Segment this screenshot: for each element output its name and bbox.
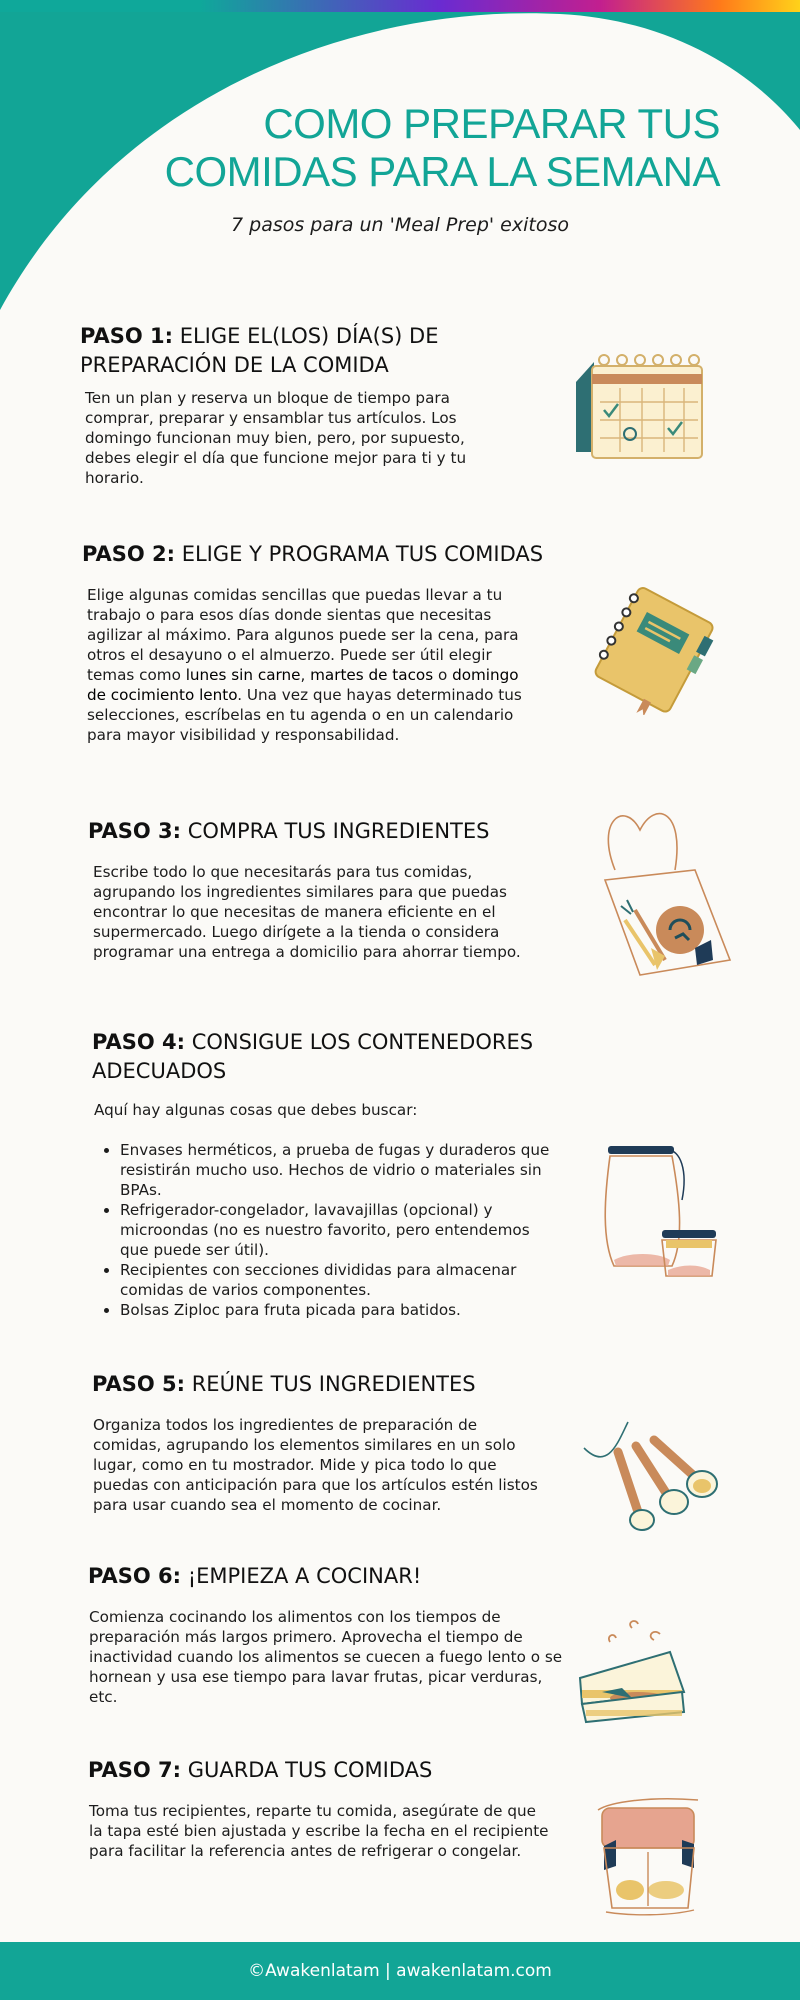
- step-2-text: Elige algunas comidas sencillas que puedas llevar a tu trabajo o para esos días donde sientas que necesitas agilizar al máximo. Para algunos puede ser la cena, para otros el desayuno o el almuerzo. Puede ser útil elegir temas como lunes sin carne, martes de tacos o domingo de cocimiento lento. Una vez que hayas determinado tus selecciones, escríbelas en tu agenda o en un calendario para mayor visibilidad y responsabilidad.: [87, 586, 522, 744]
- step-2-title: ELIGE Y PROGRAMA TUS COMIDAS: [181, 542, 544, 566]
- step-2-example-1: lunes sin carne: [185, 666, 301, 684]
- step-3-title: COMPRA TUS INGREDIENTES: [187, 819, 490, 843]
- calendar-icon: [570, 352, 710, 462]
- page-title: COMO PREPARAR TUS COMIDAS PARA LA SEMANA: [164, 100, 720, 195]
- measuring-spoons-icon: [578, 1412, 723, 1532]
- step-3-label: PASO 3:: [88, 819, 182, 843]
- step-7-label: PASO 7:: [88, 1758, 182, 1782]
- step-6-label: PASO 6:: [88, 1564, 182, 1588]
- step-3: [88, 817, 568, 962]
- list-item: • Recipientes con secciones divididas para almacenar comidas de varios componentes.: [120, 1260, 560, 1300]
- notebook-icon: [585, 580, 725, 715]
- footer: [0, 1942, 800, 2000]
- sandwich-icon: [572, 1618, 692, 1733]
- step-2-label: PASO 2:: [82, 542, 176, 566]
- food-container-icon: [590, 1790, 710, 1920]
- step-6-text: Comienza cocinando los alimentos con los tiempos de preparación más largos primero. Aprovecha el tiempo de inactividad cuando los alimentos se cuecen a fuego lento o se hornean y usa ese tiempo para lavar frutas, picar verduras, etc.: [89, 1608, 563, 1706]
- step-2-example-2: martes de tacos: [310, 666, 434, 684]
- step-6-title: ¡EMPIEZA A COCINAR!: [187, 1564, 422, 1588]
- step-6-heading: [88, 1562, 568, 1591]
- step-3-heading: [88, 817, 568, 846]
- step-5-text: Organiza todos los ingredientes de preparación de comidas, agrupando los elementos similares en un solo lugar, como en tu mostrador. Mide y pica todo lo que puedas con anticipación para que los artículos estén listos para usar cuando sea el momento de cocinar.: [93, 1416, 538, 1514]
- step-6: [88, 1562, 568, 1707]
- step-7: [88, 1756, 568, 1861]
- step-7-heading: [88, 1756, 568, 1785]
- step-1-label: PASO 1:: [80, 324, 174, 348]
- step-1-title-line1: ELIGE EL(LOS) DÍA(S) DE: [179, 324, 439, 348]
- step-7-title: GUARDA TUS COMIDAS: [187, 1758, 433, 1782]
- list-item: • Envases herméticos, a prueba de fugas y duraderos que resistirán mucho uso. Hechos de vidrio o materiales sin BPAs.: [120, 1140, 560, 1200]
- step-5-label: PASO 5:: [92, 1372, 186, 1396]
- step-5-heading: [92, 1370, 572, 1399]
- step-2-heading: [82, 540, 582, 569]
- step-1-title-line2: PREPARACIÓN DE LA COMIDA: [80, 353, 389, 377]
- step-5-title: REÚNE TUS INGREDIENTES: [191, 1372, 476, 1396]
- step-4-label: PASO 4:: [92, 1030, 186, 1054]
- step-3-text: Escribe todo lo que necesitarás para tus comidas, agrupando los ingredientes similares para que puedas encontrar lo que necesitas de manera eficiente en el supermercado. Luego dirígete a la tienda o considera programar una entrega a domicilio para ahorrar tiempo.: [93, 863, 521, 961]
- step-5: [92, 1370, 572, 1515]
- step-4-title-line1: CONSIGUE LOS CONTENEDORES: [191, 1030, 534, 1054]
- step-1-heading: [80, 322, 560, 380]
- shopping-bag-icon: [585, 800, 735, 980]
- step-7-text: Toma tus recipientes, reparte tu comida, asegúrate de que la tapa esté bien ajustada y escribe la fecha en el recipiente para facilitar la referencia antes de refrigerar o congelar.: [89, 1802, 549, 1860]
- list-item: • Bolsas Ziploc para fruta picada para batidos.: [120, 1300, 560, 1320]
- step-4-list: [92, 1140, 560, 1320]
- page-subtitle: 7 pasos para un 'Meal Prep' exitoso: [231, 214, 569, 236]
- jars-icon: [598, 1140, 723, 1280]
- list-item: • Refrigerador-congelador, lavavajillas (opcional) y microondas (no es nuestro favorito, pero entendemos que puede ser útil).: [120, 1200, 560, 1260]
- step-4-heading: [92, 1028, 582, 1086]
- step-1-text: Ten un plan y reserva un bloque de tiempo para comprar, preparar y ensamblar tus artículos. Los domingo funcionan muy bien, pero, por supuesto, debes elegir el día que funcione mejor para ti y tu horario.: [85, 389, 467, 487]
- step-2: [82, 540, 582, 745]
- step-4-intro: Aquí hay algunas cosas que debes buscar:: [94, 1101, 418, 1119]
- step-2-example-3: domingo de cocimiento lento: [87, 666, 519, 704]
- step-4: [92, 1028, 582, 1320]
- footer-text[interactable]: ©Awakenlatam | awakenlatam.com: [248, 1961, 552, 1981]
- step-4-title-line2: ADECUADOS: [92, 1059, 227, 1083]
- step-1: [80, 322, 560, 488]
